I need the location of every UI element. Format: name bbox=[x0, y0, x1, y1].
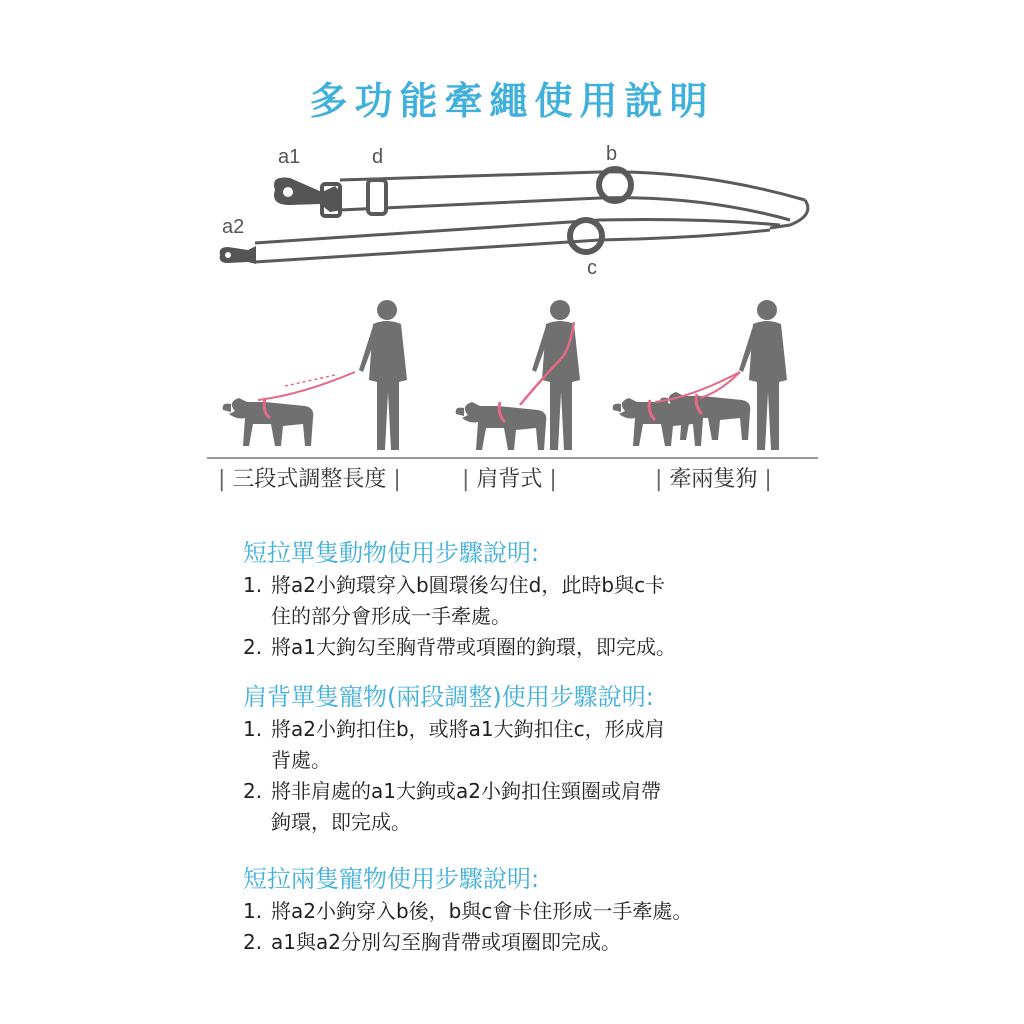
ground-line bbox=[207, 457, 818, 459]
mode-caption-adjustable: | 三段式調整長度 | bbox=[218, 467, 401, 492]
mode-label: 三段式調整長度 bbox=[232, 467, 387, 492]
section-heading: 短拉單隻動物使用步驟說明: bbox=[243, 539, 540, 567]
scene-adjustable bbox=[223, 300, 407, 450]
step-item: 1. 將a2小鉤扣住b，或將a1大鉤扣住c，形成肩 背處。 bbox=[243, 717, 665, 772]
scene-two-dogs bbox=[613, 300, 787, 450]
section-shoulder-single bbox=[243, 680, 803, 838]
label-c: c bbox=[587, 257, 597, 279]
usage-scenes bbox=[0, 0, 1024, 470]
scene-shoulder bbox=[456, 300, 580, 450]
mode-label: 肩背式 bbox=[476, 467, 543, 492]
page-title: 多功能牽繩使用說明 bbox=[309, 79, 715, 123]
section-heading: 肩背單隻寵物(兩段調整)使用步驟說明: bbox=[243, 683, 654, 711]
mode-caption-two-dogs: | 牽兩隻狗 | bbox=[655, 467, 772, 492]
label-b: b bbox=[606, 143, 618, 165]
step-item: 1. 將a2小鉤環穿入b圓環後勾住d，此時b與c卡 住的部分會形成一手牽處。 bbox=[243, 573, 666, 628]
mode-caption-shoulder: | 肩背式 | bbox=[462, 467, 557, 492]
label-d: d bbox=[372, 146, 384, 168]
label-a2: a2 bbox=[222, 216, 245, 238]
section-heading: 短拉兩隻寵物使用步驟說明: bbox=[243, 865, 540, 893]
label-a1: a1 bbox=[278, 146, 301, 168]
section-short-two bbox=[243, 862, 803, 958]
step-item: 2. 將非肩處的a1大鉤或a2小鉤扣住頸圈或肩帶 鉤環，即完成。 bbox=[243, 779, 661, 834]
section-short-single bbox=[243, 536, 803, 663]
step-item: 2. 將a1大鉤勾至胸背帶或項圈的鉤環，即完成。 bbox=[243, 635, 676, 659]
step-item: 1. 將a2小鉤穿入b後，b與c會卡住形成一手牽處。 bbox=[243, 899, 693, 923]
mode-label: 牽兩隻狗 bbox=[669, 467, 758, 492]
step-item: 2. a1與a2分別勾至胸背帶或項圈即完成。 bbox=[243, 930, 621, 954]
